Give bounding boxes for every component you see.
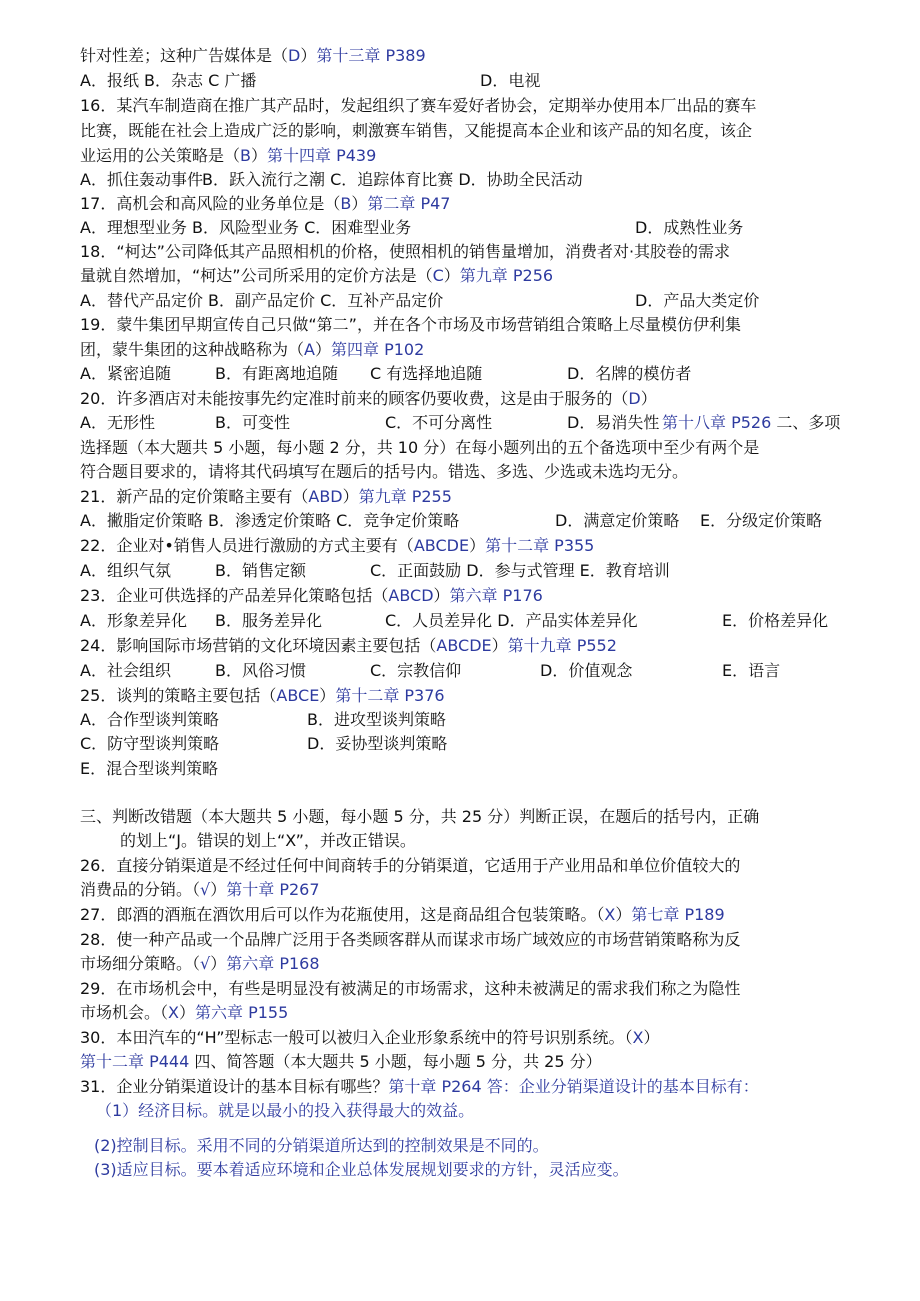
text-line bbox=[80, 436, 759, 460]
question-text: ） bbox=[491, 636, 508, 655]
options-row bbox=[80, 168, 860, 192]
question-text: 四、简答题（本大题共 5 小题，每小题 5 分，共 25 分） bbox=[189, 1052, 602, 1071]
answer-reference: C bbox=[432, 266, 444, 285]
options-row bbox=[80, 362, 860, 386]
text-line bbox=[80, 240, 730, 264]
options-row bbox=[80, 411, 860, 435]
answer-reference: 第十九章 P552 bbox=[507, 636, 617, 655]
option-label: A．撇脂定价策略 B．渗透定价策略 C．竞争定价策略 bbox=[80, 511, 460, 530]
answer-reference: 第九章 P255 bbox=[358, 487, 452, 506]
option-label: A．无形性 bbox=[80, 413, 155, 432]
option-label: E．价格差异化 bbox=[722, 611, 829, 630]
answer-reference: √ bbox=[200, 880, 211, 899]
answer-reference: 第十二章 P444 bbox=[80, 1052, 190, 1071]
text-line bbox=[80, 684, 445, 708]
options-row bbox=[80, 609, 860, 633]
question-text: ） bbox=[443, 266, 460, 285]
option-label: A．理想型业务 B．风险型业务 C．困难型业务 bbox=[80, 218, 412, 237]
text-line bbox=[80, 878, 320, 902]
text-line bbox=[80, 192, 450, 216]
answer-reference: 第十四章 P439 bbox=[267, 146, 377, 165]
answer-reference: 第十章 P264 答：企业分销渠道设计的基本目标有： bbox=[388, 1077, 759, 1096]
question-text: ） bbox=[342, 487, 359, 506]
answer-reference: B bbox=[340, 194, 352, 213]
question-text: ） bbox=[433, 586, 450, 605]
question-text: ） bbox=[469, 536, 486, 555]
option-label: D．满意定价策略 bbox=[555, 511, 680, 530]
question-text: ） bbox=[210, 954, 227, 973]
answer-reference: D bbox=[628, 389, 641, 408]
answer-line: (2)控制目标。采用不同的分销渠道所达到的控制效果是不同的。 bbox=[94, 1136, 549, 1155]
option-label: C．不可分离性 bbox=[385, 413, 493, 432]
options-row bbox=[80, 289, 860, 313]
text-line bbox=[80, 534, 594, 558]
answer-line: (3)适应目标。要本着适应环境和企业总体发展规划要求的方针，灵活应变。 bbox=[94, 1160, 629, 1179]
question-text: ） bbox=[178, 1003, 195, 1022]
text-line bbox=[80, 952, 320, 976]
question-text: 29．在市场机会中，有些是明显没有被满足的市场需求，这种未被满足的需求我们称之为隐性 bbox=[80, 979, 741, 998]
option-label: A．组织气氛 bbox=[80, 561, 171, 580]
question-text: ） bbox=[319, 686, 336, 705]
option-label: B．有距离地追随 bbox=[215, 364, 338, 383]
answer-reference: D bbox=[288, 46, 301, 65]
question-text: 31．企业分销渠道设计的基本目标有哪些？ bbox=[80, 1077, 389, 1096]
question-text: ） bbox=[314, 340, 331, 359]
option-label: C．防守型谈判策略 bbox=[80, 734, 220, 753]
answer-reference: 第六章 P168 bbox=[226, 954, 320, 973]
question-text: 二、多项 bbox=[771, 413, 841, 432]
answer-reference: ABCDE bbox=[413, 536, 470, 555]
text-line bbox=[80, 1001, 288, 1025]
text-line bbox=[80, 144, 376, 168]
options-row bbox=[80, 216, 860, 240]
question-text: 27．郎酒的酒瓶在酒饮用后可以作为花瓶使用，这是商品组合包装策略。（ bbox=[80, 905, 605, 924]
question-text: 26．直接分销渠道是不经过任何中间商转手的分销渠道，它适用于产业用品和单位价值较大的 bbox=[80, 856, 741, 875]
text-line bbox=[80, 805, 759, 829]
option-label: D．妥协型谈判策略 bbox=[307, 734, 448, 753]
option-label: D．名牌的模仿者 bbox=[567, 364, 692, 383]
option-label: C．正面鼓励 D．参与式管理 E．教育培训 bbox=[370, 561, 670, 580]
option-tail bbox=[662, 411, 840, 435]
option-label: A．合作型谈判策略 bbox=[80, 710, 219, 729]
option-label: C 有选择地追随 bbox=[370, 364, 483, 383]
option-label: B．销售定额 bbox=[215, 561, 306, 580]
text-line bbox=[80, 338, 424, 362]
question-text: 业运用的公关策略是（ bbox=[80, 146, 241, 165]
question-text: ） bbox=[251, 146, 268, 165]
question-text: ） bbox=[300, 46, 317, 65]
text-line bbox=[80, 1050, 602, 1074]
answer-reference: 第六章 P176 bbox=[449, 586, 543, 605]
text-line bbox=[80, 94, 756, 118]
options-row bbox=[80, 659, 860, 683]
option-label: A．社会组织 bbox=[80, 661, 171, 680]
question-text: 针对性差；这种广告媒体是（ bbox=[80, 46, 289, 65]
answer-reference: 第四章 P102 bbox=[330, 340, 425, 359]
answer-reference: X bbox=[604, 905, 616, 924]
answer-reference: 第七章 P189 bbox=[631, 905, 725, 924]
question-text: 25．谈判的策略主要包括（ bbox=[80, 686, 277, 705]
question-text: 量就自然增加，“柯达”公司所采用的定价方法是（ bbox=[80, 266, 433, 285]
question-text: 消费品的分销。（ bbox=[80, 880, 201, 899]
answer-reference: 第十八章 P526 bbox=[662, 413, 772, 432]
question-text: 16．某汽车制造商在推广其产品时，发起组织了赛车爱好者协会，定期举办使用本厂出品的赛车 bbox=[80, 96, 757, 115]
answer-reference: （1）经济目标。就是以最小的投入获得最大的效益。 bbox=[96, 1101, 475, 1120]
answer-reference: ABCD bbox=[388, 586, 434, 605]
question-text: 23．企业可供选择的产品差异化策略包括（ bbox=[80, 586, 389, 605]
text-line bbox=[80, 977, 740, 1001]
question-text: 符合题目要求的，请将其代码填写在题后的括号内。错选、多选、少选或未选均无分。 bbox=[80, 462, 689, 481]
question-text: 选择题（本大题共 5 小题，每小题 2 分，共 10 分）在每小题列出的五个备选项中至少有两个是 bbox=[80, 438, 760, 457]
option-label: D．易消失性 bbox=[567, 413, 660, 432]
option-label: C．人员差异化 D．产品实体差异化 bbox=[385, 611, 638, 630]
answer-reference: 第六章 P155 bbox=[195, 1003, 289, 1022]
option-label: E．分级定价策略 bbox=[700, 511, 823, 530]
question-text: ） bbox=[640, 389, 657, 408]
answer-reference: ABCE bbox=[276, 686, 320, 705]
option-label: A．报纸 B．杂志 C 广播 bbox=[80, 71, 257, 90]
text-line bbox=[120, 829, 416, 853]
text-line bbox=[80, 460, 688, 484]
text-line bbox=[80, 903, 725, 927]
answer-reference: 第十章 P267 bbox=[226, 880, 320, 899]
text-line bbox=[80, 119, 752, 143]
answer-reference: 第十二章 P355 bbox=[485, 536, 595, 555]
question-text: ） bbox=[643, 1028, 660, 1047]
question-text: 市场细分策略。（ bbox=[80, 954, 201, 973]
question-text: ） bbox=[351, 194, 368, 213]
question-text: 24．影响国际市场营销的文化环境因素主要包括（ bbox=[80, 636, 437, 655]
question-text: 21．新产品的定价策略主要有（ bbox=[80, 487, 309, 506]
question-text: 20．许多酒店对未能按事先约定准时前来的顾客仍要收费，这是由于服务的（ bbox=[80, 389, 629, 408]
question-text: 的划上“J。错误的划上“X”，并改正错误。 bbox=[120, 831, 416, 850]
question-text: 28．使一种产品或一个品牌广泛用于各类顾客群从而谋求市场广域效应的市场营销策略称为反 bbox=[80, 930, 741, 949]
question-text: 18．“柯达”公司降低其产品照相机的价格，使照相机的销售量增加，消费者对·其胶卷的需求 bbox=[80, 242, 731, 261]
text-line bbox=[80, 634, 617, 658]
option-label: E．语言 bbox=[722, 661, 781, 680]
option-label: B．可变性 bbox=[215, 413, 290, 432]
text-line bbox=[80, 264, 553, 288]
text-line bbox=[96, 1099, 474, 1123]
answer-reference: A bbox=[304, 340, 315, 359]
answer-reference: ABCDE bbox=[436, 636, 492, 655]
option-label: A．替代产品定价 B．副产品定价 C．互补产品定价 bbox=[80, 291, 444, 310]
answer-reference: √ bbox=[200, 954, 211, 973]
option-label: A．紧密追随 bbox=[80, 364, 171, 383]
option-label: D．产品大类定价 bbox=[635, 291, 760, 310]
question-text: 比赛，既能在社会上造成广泛的影响，刺激赛车销售，又能提高本企业和该产品的知名度，该企 bbox=[80, 121, 753, 140]
options-row bbox=[80, 559, 860, 583]
answer-reference: 第九章 P256 bbox=[459, 266, 554, 285]
answer-reference: 第二章 P47 bbox=[367, 194, 451, 213]
option-label: B．进攻型谈判策略 bbox=[307, 710, 446, 729]
options-row bbox=[80, 509, 860, 533]
option-label: D．成熟性业务 bbox=[635, 218, 744, 237]
answer-reference: ABD bbox=[308, 487, 343, 506]
option-label: B．跃入流行之潮 C．追踪体育比赛 D．协助全民活动 bbox=[202, 170, 583, 189]
option-label: D．价值观念 bbox=[540, 661, 633, 680]
option-label: D．电视 bbox=[480, 71, 541, 90]
answer-reference: 第十二章 P376 bbox=[335, 686, 445, 705]
answer-reference: X bbox=[168, 1003, 179, 1022]
options-row bbox=[80, 757, 860, 781]
question-text: 三、判断改错题（本大题共 5 小题，每小题 5 分，共 25 分）判断正误，在题后的括号内，正确 bbox=[80, 807, 760, 826]
text-line bbox=[80, 313, 741, 337]
text-line bbox=[80, 1075, 759, 1099]
text-line bbox=[80, 387, 657, 411]
text-line bbox=[80, 928, 740, 952]
options-row bbox=[80, 69, 860, 93]
question-text: ） bbox=[210, 880, 227, 899]
text-line bbox=[80, 584, 543, 608]
question-text: 30．本田汽车的“H”型标志一般可以被归入企业形象系统中的符号识别系统。（ bbox=[80, 1028, 633, 1047]
question-text: 22．企业对•销售人员进行激励的方式主要有（ bbox=[80, 536, 414, 555]
option-label: E．混合型谈判策略 bbox=[80, 759, 219, 778]
options-row bbox=[80, 708, 860, 732]
option-label: B．风俗习惯 bbox=[215, 661, 306, 680]
answer-reference: B bbox=[240, 146, 251, 165]
answer-reference: 第十三章 P389 bbox=[316, 46, 426, 65]
text-line bbox=[80, 1026, 659, 1050]
answer-reference: X bbox=[632, 1028, 644, 1047]
text-line bbox=[80, 44, 426, 68]
question-text: 17．高机会和高风险的业务单位是（ bbox=[80, 194, 341, 213]
text-line bbox=[80, 854, 740, 878]
option-label: B．服务差异化 bbox=[215, 611, 322, 630]
question-text: 市场机会。（ bbox=[80, 1003, 169, 1022]
option-label: A．形象差异化 bbox=[80, 611, 187, 630]
text-line bbox=[80, 485, 452, 509]
question-text: ） bbox=[615, 905, 632, 924]
question-text: 19．蒙牛集团早期宣传自己只做“第二”，并在各个市场及市场营销组合策略上尽量模仿伊利集 bbox=[80, 315, 741, 334]
option-label: C．宗教信仰 bbox=[370, 661, 462, 680]
question-text: 团，蒙牛集团的这种战略称为（ bbox=[80, 340, 305, 359]
options-row bbox=[80, 732, 860, 756]
option-label: A．抓住轰动事件 bbox=[80, 170, 203, 189]
